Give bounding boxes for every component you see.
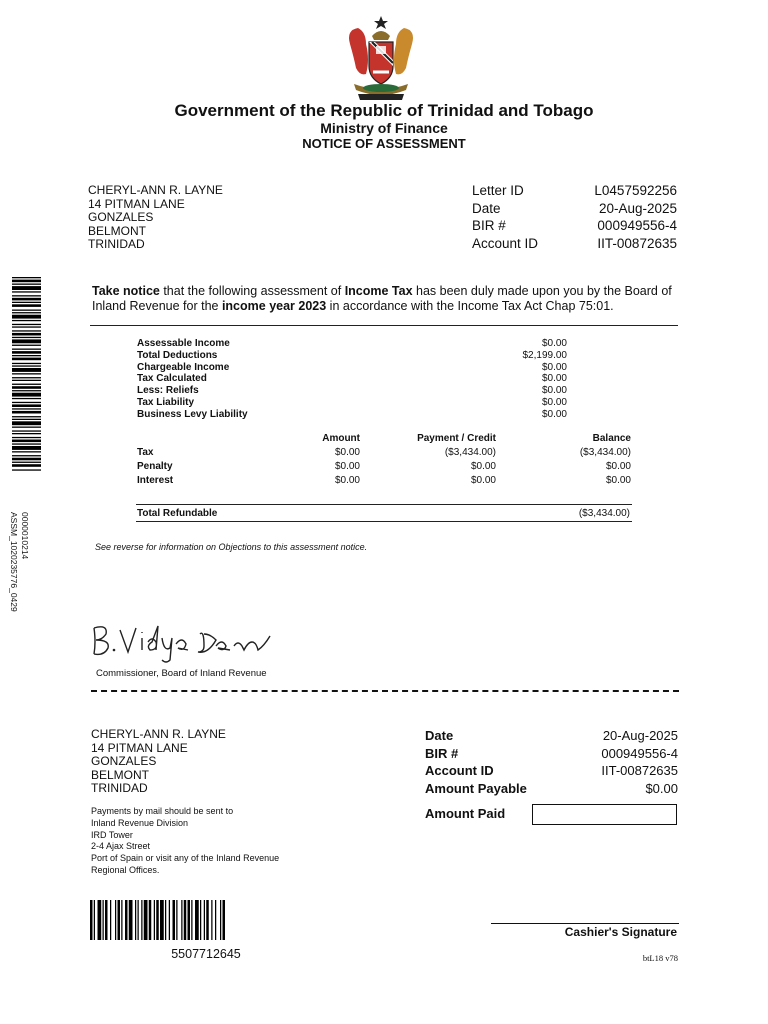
stub-bir-row (425, 745, 678, 763)
addressee-line: GONZALES (91, 754, 157, 768)
letter-id-row (472, 182, 677, 200)
mail-line: IRD Tower (91, 829, 133, 840)
summary-row (137, 373, 567, 385)
summary-row (137, 350, 567, 362)
addressee-name: CHERYL-ANN R. LAYNE (88, 183, 223, 197)
tear-off-line (91, 690, 679, 692)
summary-label: Less: Reliefs (137, 385, 199, 397)
row-amount: $0.00 (334, 446, 360, 458)
mail-line: Payments by mail should be sent to (91, 806, 234, 816)
summary-label: Business Levy Liability (137, 408, 248, 420)
summary-value: $0.00 (541, 385, 567, 397)
stub-value: $0.00 (645, 780, 678, 796)
notice-title: NOTICE OF ASSESSMENT (302, 136, 466, 151)
document-ids (2, 512, 30, 622)
summary-row (137, 409, 567, 421)
side-barcode-icon (12, 277, 41, 471)
summary-label: Chargeable Income (137, 361, 230, 373)
summary-value: $2,199.00 (522, 349, 567, 361)
notice-text: that the following assessment of (159, 284, 345, 298)
summary-value: $0.00 (541, 396, 567, 408)
total-refundable-row (136, 504, 632, 522)
row-label: Interest (137, 474, 174, 486)
stub-label: BIR # (425, 745, 459, 761)
summary-label: Total Deductions (137, 349, 218, 361)
balance-header-row (137, 432, 631, 445)
header-amount: Amount (322, 433, 360, 444)
meta-label: Date (472, 200, 501, 216)
row-amount: $0.00 (334, 474, 360, 486)
notice-emphasis: income year 2023 (221, 299, 327, 313)
stub-amount-payable-row (425, 780, 678, 798)
account-id-value: IIT-00872635 (597, 235, 677, 251)
row-balance: ($3,434.00) (579, 446, 631, 458)
doc-id: 0000010214 (20, 512, 30, 560)
addressee-line: TRINIDAD (91, 781, 148, 795)
stub-label: Amount Payable (425, 780, 527, 796)
stub-label: Account ID (425, 763, 494, 778)
mail-line: Inland Revenue Division (91, 817, 189, 828)
summary-row (137, 362, 567, 374)
total-label: Total Refundable (137, 507, 218, 519)
total-value: ($3,434.00) (578, 507, 630, 519)
addressee-name: CHERYL-ANN R. LAYNE (91, 727, 226, 741)
notice-text: has been duly made upon you by the Board of Inland Revenue for the (92, 284, 672, 313)
government-title: Government of the Republic of Trinidad and Tobago (174, 101, 594, 120)
row-label: Tax (137, 446, 154, 458)
summary-value: $0.00 (541, 408, 567, 420)
letter-id-value: L0457592256 (594, 183, 677, 198)
payment-barcode-icon (90, 900, 322, 940)
meta-label: Account ID (472, 235, 539, 251)
date-row (472, 200, 677, 218)
date-value: 20-Aug-2025 (598, 200, 677, 216)
row-balance: $0.00 (605, 474, 631, 486)
assessment-summary (137, 338, 567, 421)
doc-id: ASSM_1020235776_0429 (9, 512, 19, 612)
summary-value: $0.00 (541, 338, 567, 349)
barcode-number: 5507712645 (171, 947, 241, 961)
balance-table (137, 432, 631, 487)
stub-value: IIT-00872635 (601, 763, 678, 778)
table-row (137, 459, 631, 473)
header-balance: Balance (592, 433, 631, 444)
cashier-signature-label: Cashier's Signature (564, 925, 677, 939)
account-id-row (472, 235, 677, 253)
notice-emphasis: Take notice (92, 284, 160, 298)
form-version: btL18 v78 (642, 953, 678, 963)
stub-meta (425, 727, 678, 797)
row-amount: $0.00 (334, 460, 360, 472)
addressee-line: GONZALES (88, 210, 154, 224)
letter-meta (472, 182, 677, 252)
row-payment: ($3,434.00) (444, 446, 496, 458)
addressee-block (88, 184, 223, 252)
mail-line: 2-4 Ajax Street (91, 841, 151, 852)
addressee-line: BELMONT (88, 223, 147, 238)
row-payment: $0.00 (470, 474, 496, 486)
notice-text: in accordance with the Income Tax Act Chap 75:01. (326, 299, 614, 313)
stub-value: 20-Aug-2025 (602, 728, 678, 743)
header-payment: Payment / Credit (417, 433, 496, 444)
addressee-line: 14 PITMAN LANE (88, 196, 185, 211)
amount-paid-field[interactable] (532, 804, 677, 825)
mail-line: Port of Spain or visit any of the Inland Revenue (91, 853, 280, 864)
summary-label: Tax Liability (137, 396, 195, 408)
cashier-signature-line (491, 923, 679, 924)
summary-value: $0.00 (541, 361, 567, 373)
bir-value: 000949556-4 (597, 218, 677, 233)
meta-label: BIR # (472, 218, 506, 233)
summary-row (137, 385, 567, 397)
summary-value: $0.00 (541, 373, 567, 385)
summary-label: Assessable Income (137, 338, 230, 349)
addressee-line: TRINIDAD (88, 237, 145, 251)
summary-label: Tax Calculated (137, 373, 207, 385)
table-row (137, 473, 631, 487)
bir-row (472, 217, 677, 235)
addressee-line: BELMONT (91, 767, 150, 782)
divider (90, 325, 678, 326)
commissioner-signature (88, 616, 278, 666)
amount-paid-label: Amount Paid (425, 806, 506, 821)
stub-addressee-block (91, 728, 226, 796)
row-balance: $0.00 (605, 460, 631, 472)
stub-date-row (425, 727, 678, 745)
stub-account-row (425, 762, 678, 780)
table-row (137, 445, 631, 459)
summary-row (137, 397, 567, 409)
mail-instructions (91, 806, 279, 877)
row-payment: $0.00 (470, 460, 496, 472)
meta-label: Letter ID (472, 183, 524, 198)
assessment-notice (92, 284, 682, 314)
reverse-note: See reverse for information on Objections to this assessment notice. (95, 542, 368, 552)
commissioner-title: Commissioner, Board of Inland Revenue (96, 668, 267, 679)
stub-label: Date (425, 728, 454, 743)
notice-emphasis: Income Tax (344, 284, 413, 298)
coat-of-arms-icon (336, 14, 426, 104)
summary-row (137, 338, 567, 350)
row-label: Penalty (137, 460, 173, 472)
mail-line: Regional Offices. (91, 864, 160, 875)
ministry-title: Ministry of Finance (320, 120, 448, 136)
addressee-line: 14 PITMAN LANE (91, 740, 188, 755)
stub-value: 000949556-4 (601, 745, 678, 761)
